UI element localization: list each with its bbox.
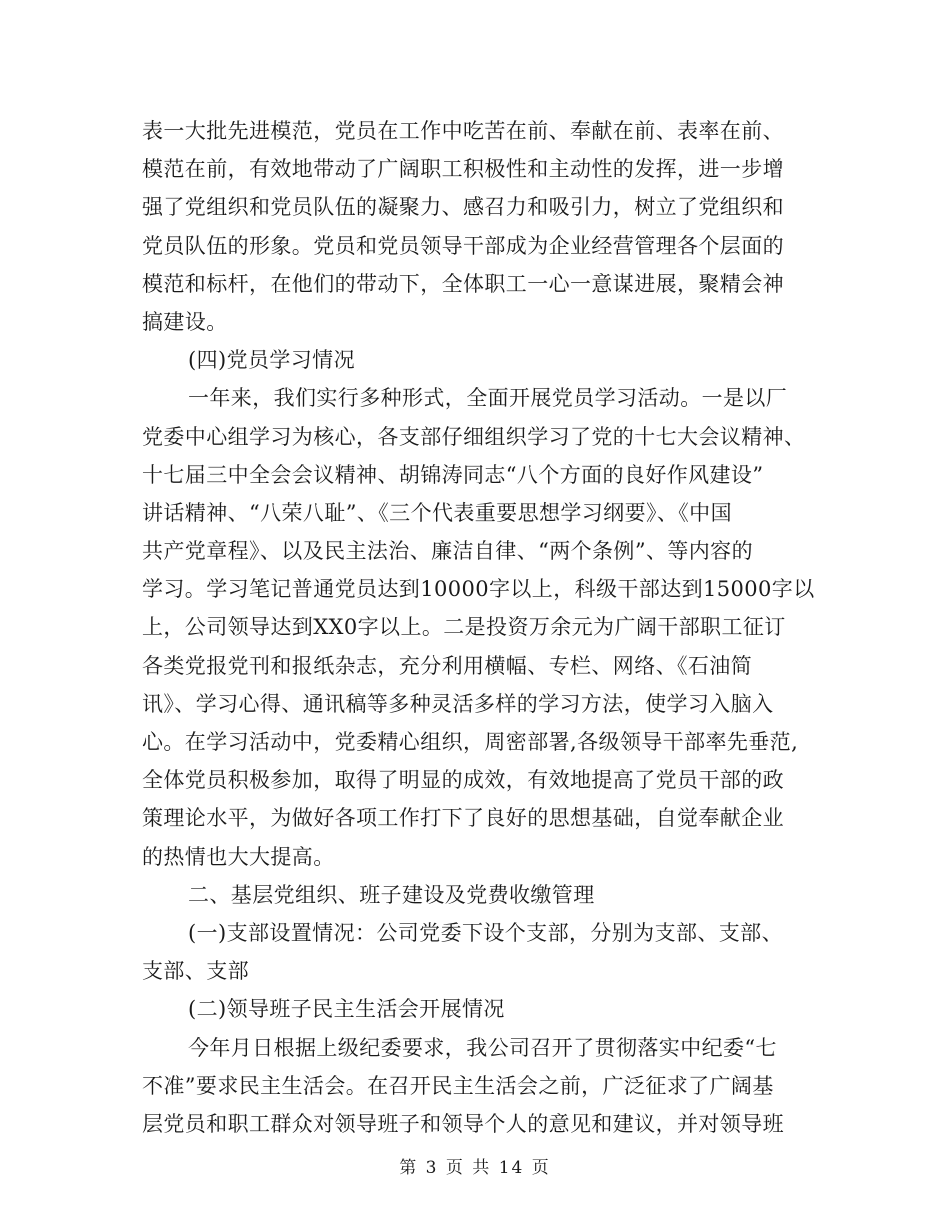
text-line: 不准”要求民主生活会。在召开民主生活会之前，广泛征求了广阔基 bbox=[142, 1073, 774, 1098]
text-line: 学习。学习笔记普通党员达到10000字以上，科级干部达到15000字以 bbox=[142, 577, 815, 602]
text-line: 一年来，我们实行多种形式，全面开展党员学习活动。一是以厂 bbox=[188, 386, 788, 411]
text-line: 讲话精神、“八荣八耻”、《三个代表重要思想学习纲要》、《中国 bbox=[142, 500, 732, 525]
text-line: (一)支部设置情况：公司党委下设个支部，分别为支部、支部、 bbox=[188, 920, 783, 945]
text-line: 策理论水平，为做好各项工作打下了良好的思想基础，自觉奉献企业 bbox=[142, 806, 784, 831]
document-body bbox=[142, 112, 822, 1143]
text-line: 表一大批先进模范，党员在工作中吃苦在前、奉献在前、表率在前、 bbox=[142, 119, 784, 143]
text-line: 强了党组织和党员队伍的凝聚力、感召力和吸引力，树立了党组织和 bbox=[142, 195, 784, 220]
text-line: 搞建设。 bbox=[142, 309, 228, 334]
text-line: 讯》、学习心得、通讯稿等多种灵活多样的学习方法，使学习入脑入 bbox=[142, 691, 774, 716]
text-line: 支部、支部 bbox=[142, 959, 249, 984]
text-line: (四)党员学习情况 bbox=[188, 348, 355, 373]
text-line: 二、基层党组织、班子建设及党费收缴管理 bbox=[188, 882, 595, 907]
text-line: 模范和标杆，在他们的带动下，全体职工一心一意谋进展，聚精会神 bbox=[142, 271, 784, 296]
text-line: 全体党员积极参加，取得了明显的成效，有效地提高了党员干部的政 bbox=[142, 768, 784, 793]
text-line: 党员队伍的形象。党员和党员领导干部成为企业经营管理各个层面的 bbox=[142, 233, 784, 258]
text-line: 心。在学习活动中，党委精心组织，周密部署,各级领导干部率先垂范, bbox=[142, 730, 799, 754]
text-line: 今年月日根据上级纪委要求，我公司召开了贯彻落实中纪委“七 bbox=[188, 1035, 777, 1060]
text-line: (二)领导班子民主生活会开展情况 bbox=[188, 997, 505, 1022]
text-line: 的热情也大大提高。 bbox=[142, 844, 335, 869]
page-number-footer: 第 3 页 共 14 页 bbox=[399, 1158, 551, 1178]
text-line: 模范在前，有效地带动了广阔职工积极性和主动性的发挥，进一步增 bbox=[142, 157, 784, 182]
text-line: 党委中心组学习为核心，各支部仔细组织学习了党的十七大会议精神、 bbox=[142, 424, 806, 449]
text-line: 共产党章程》、以及民主法治、廉洁自律、“两个条例”、等内容的 bbox=[142, 539, 753, 564]
text-line: 上，公司领导达到XX0字以上。二是投资万余元为广阔干部职工征订 bbox=[142, 615, 786, 640]
text-line: 各类党报党刊和报纸杂志，充分利用横幅、专栏、网络、《石油简 bbox=[142, 653, 753, 678]
text-line: 层党员和职工群众对领导班子和领导个人的意见和建议，并对领导班 bbox=[142, 1111, 784, 1136]
text-line: 十七届三中全会会议精神、胡锦涛同志“八个方面的良好作风建设” bbox=[142, 462, 764, 487]
